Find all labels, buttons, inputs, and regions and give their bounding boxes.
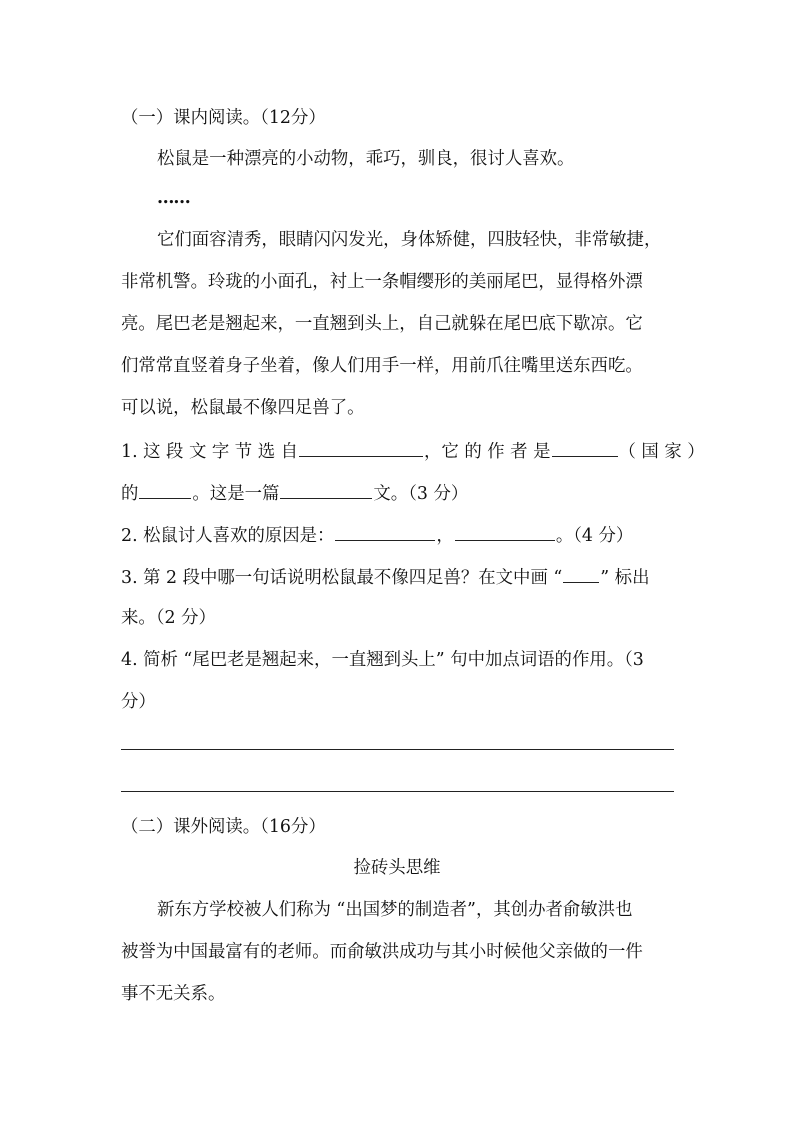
article-line: 被誉为中国最富有的老师。而俞敏洪成功与其小时候他父亲做的一件 [121, 942, 643, 962]
q2-text-c: 。（4 分） [555, 526, 634, 546]
question-4-line-1: 4. 简析 “尾巴老是翘起来，一直翘到头上” 句中加点词语的作用。（3 [121, 650, 644, 670]
q2-text-b: ， [436, 526, 454, 546]
question-3-line-2: 来。（2 分） [121, 608, 216, 628]
answer-line-1[interactable] [121, 749, 674, 750]
passage-ellipsis: …… [157, 188, 190, 208]
q1-text-b: ，它 的 作 者 是 [424, 442, 551, 462]
article-line: 事不无关系。 [121, 984, 226, 1004]
question-2 [121, 522, 633, 548]
q1-text-d: 的 [121, 484, 139, 504]
q2-text-a: 2. 松鼠讨人喜欢的原因是： [121, 526, 335, 546]
question-1-line-1 [121, 438, 705, 464]
question-1-line-2 [121, 480, 468, 506]
q1-text-f: 文。（3 分） [373, 484, 469, 504]
q2-blank-1[interactable] [335, 522, 435, 541]
q3-text-b: ” 标出 [600, 568, 650, 588]
passage-line: 可以说，松鼠最不像四足兽了。 [121, 398, 365, 418]
answer-line-2[interactable] [121, 791, 674, 792]
q3-underline-sample [563, 564, 599, 583]
q3-text-a: 3. 第 2 段中哪一句话说明松鼠最不像四足兽？在文中画 “ [121, 568, 563, 588]
passage-first-line: 松鼠是一种漂亮的小动物，乖巧，驯良，很讨人喜欢。 [157, 149, 575, 169]
passage-line: 亮。尾巴老是翘起来，一直翘到头上，自己就躲在尾巴底下歇凉。它 [121, 314, 643, 334]
passage-line: 它们面容清秀，眼睛闪闪发光，身体矫健，四肢轻快，非常敏捷， [157, 230, 662, 250]
article-line: 新东方学校被人们称为 “出国梦的制造者”，其创办者俞敏洪也 [157, 900, 633, 920]
q1-blank-author[interactable] [552, 438, 618, 457]
question-4-line-2: 分） [121, 692, 156, 712]
q1-text-a: 1. 这 段 文 字 节 选 自 [121, 442, 299, 462]
passage-line: 们常常直竖着身子坐着，像人们用手一样，用前爪往嘴里送东西吃。 [121, 356, 643, 376]
q1-text-c: （ 国 家 ） [618, 442, 705, 462]
section1-heading: （一）课内阅读。（12分） [121, 108, 326, 128]
section2-heading: （二）课外阅读。（16分） [121, 817, 326, 837]
article-title: 捡砖头思维 [353, 858, 441, 878]
q1-blank-source[interactable] [299, 438, 423, 457]
q1-blank-country[interactable] [139, 480, 191, 499]
q1-blank-genre[interactable] [280, 480, 372, 499]
passage-line: 非常机警。玲珑的小面孔，衬上一条帽缨形的美丽尾巴，显得格外漂 [121, 272, 643, 292]
q2-blank-2[interactable] [455, 522, 555, 541]
question-3-line-1 [121, 564, 649, 590]
q1-text-e: 。这是一篇 [192, 484, 280, 504]
